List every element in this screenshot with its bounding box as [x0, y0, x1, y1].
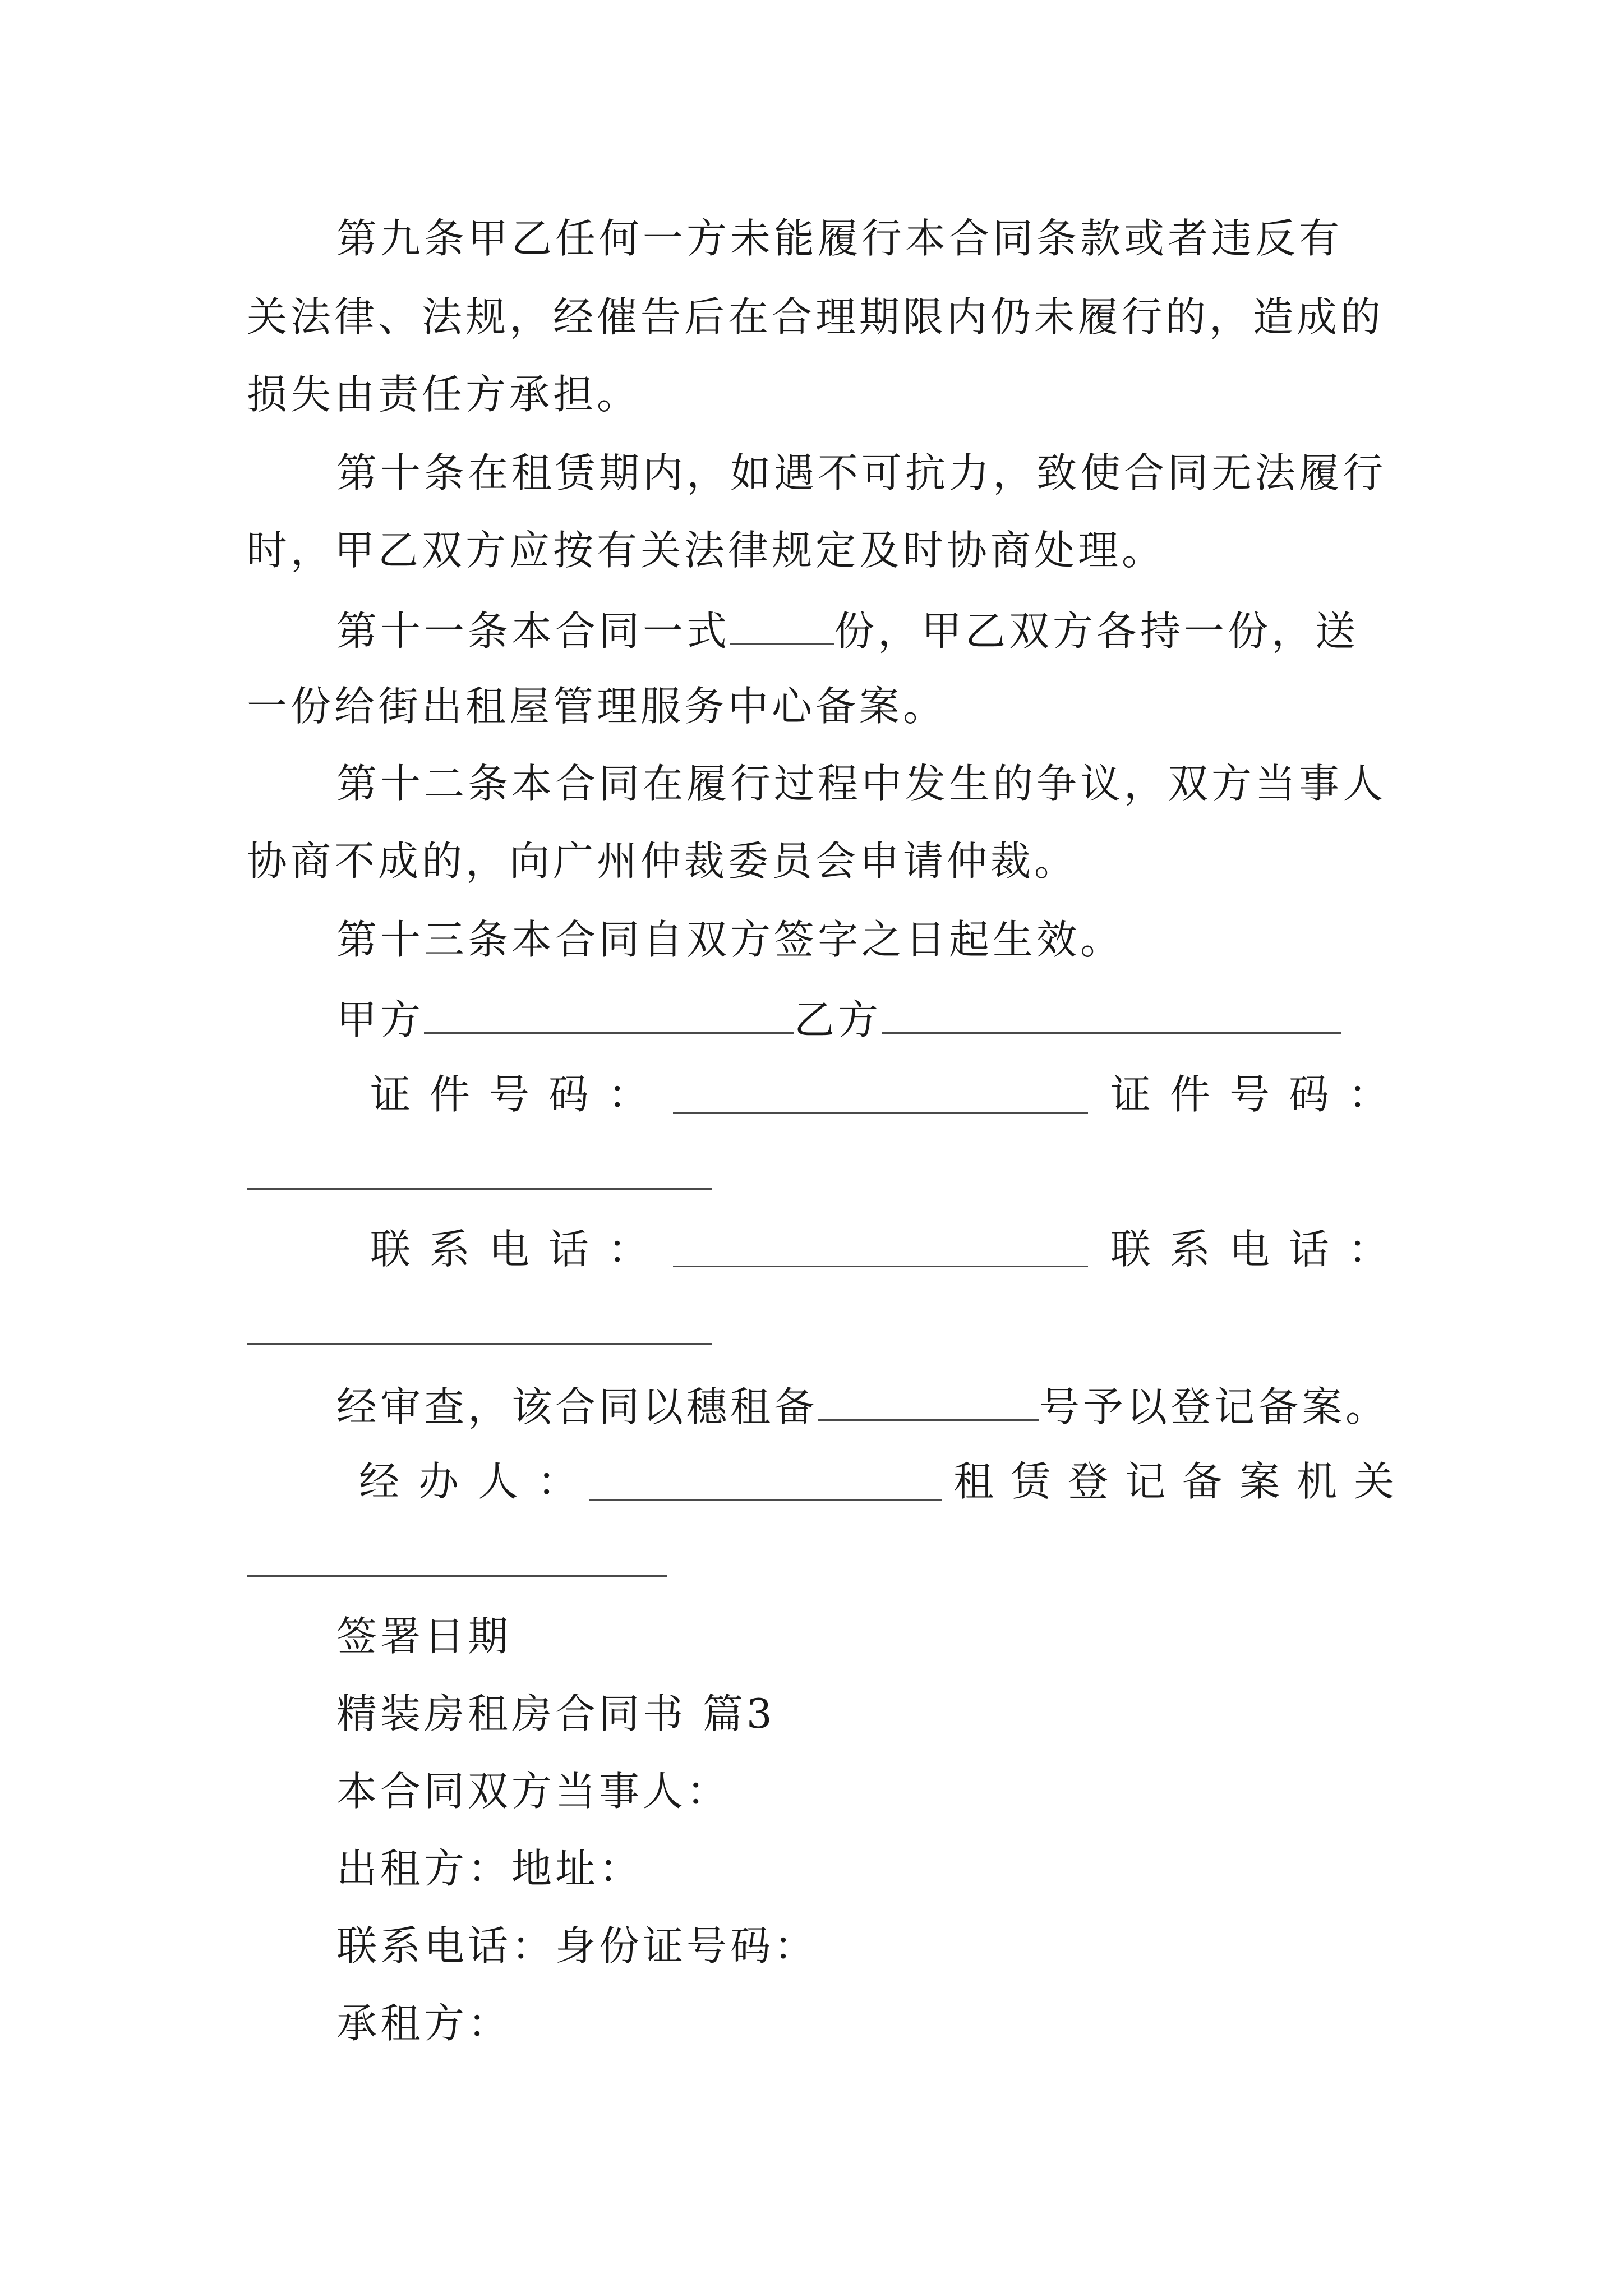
party-b-blank — [882, 992, 1341, 1034]
record-number-blank — [818, 1379, 1039, 1421]
review-text-b: 号予以登记备案。 — [1039, 1383, 1390, 1430]
lessee-line: 承租方： — [336, 2000, 512, 2047]
paragraph-clause-13: 第十三条本合同自双方签字之日起生效。 — [336, 916, 1124, 963]
review-record-line — [336, 1379, 1389, 1432]
party-signature-line — [336, 992, 1341, 1045]
paragraph-clause-9-line-3: 损失由责任方承担。 — [247, 371, 641, 418]
party-a-id-blank — [673, 1112, 1088, 1114]
party-b-id-label: 证件号码： — [1110, 1071, 1408, 1118]
party-b-phone-label: 联系电话： — [1110, 1226, 1408, 1273]
registration-authority-blank — [247, 1575, 667, 1577]
registration-authority-label: 租赁登记备案机关 — [953, 1458, 1412, 1505]
paragraph-clause-10-line-2: 时，甲乙双方应按有关法律规定及时协商处理。 — [247, 527, 1166, 574]
lessor-address-line: 出租方：地址： — [336, 1845, 643, 1892]
party-a-phone-label: 联系电话： — [370, 1226, 668, 1273]
paragraph-clause-11-line-2: 一份给街出租屋管理服务中心备案。 — [247, 683, 947, 730]
handler-label: 经办人： — [359, 1458, 597, 1505]
party-b-label: 乙方 — [794, 996, 882, 1043]
clause-11-text-a: 第十一条本合同一式 — [336, 608, 731, 655]
party-a-phone-blank — [673, 1266, 1088, 1267]
handler-blank — [589, 1499, 942, 1501]
party-b-id-blank — [247, 1188, 712, 1190]
party-a-id-label: 证件号码： — [370, 1071, 668, 1118]
signing-date-label: 签署日期 — [336, 1613, 512, 1660]
paragraph-clause-10-line-1: 第十条在租赁期内，如遇不可抗力，致使合同无法履行 — [336, 449, 1387, 496]
paragraph-clause-12-line-1: 第十二条本合同在履行过程中发生的争议，双方当事人 — [336, 760, 1387, 807]
party-a-label: 甲方 — [336, 996, 425, 1043]
section-heading: 精装房租房合同书 篇3 — [336, 1690, 776, 1737]
copies-blank — [730, 603, 834, 645]
party-b-phone-blank — [247, 1343, 712, 1345]
party-a-blank — [424, 992, 794, 1034]
paragraph-clause-12-line-2: 协商不成的，向广州仲裁委员会申请仲裁。 — [247, 838, 1078, 885]
paragraph-clause-9-line-1: 第九条甲乙任何一方未能履行本合同条款或者违反有 — [336, 215, 1343, 262]
paragraph-clause-9-line-2: 关法律、法规，经催告后在合理期限内仍未履行的，造成的 — [247, 293, 1385, 341]
lessor-contact-line: 联系电话：身份证号码： — [336, 1922, 818, 1970]
clause-11-text-b: 份，甲乙双方各持一份，送 — [834, 608, 1359, 655]
paragraph-clause-11-line-1 — [336, 603, 1359, 656]
review-text-a: 经审查，该合同以穗租备 — [336, 1383, 818, 1430]
parties-heading: 本合同双方当事人： — [336, 1768, 731, 1815]
